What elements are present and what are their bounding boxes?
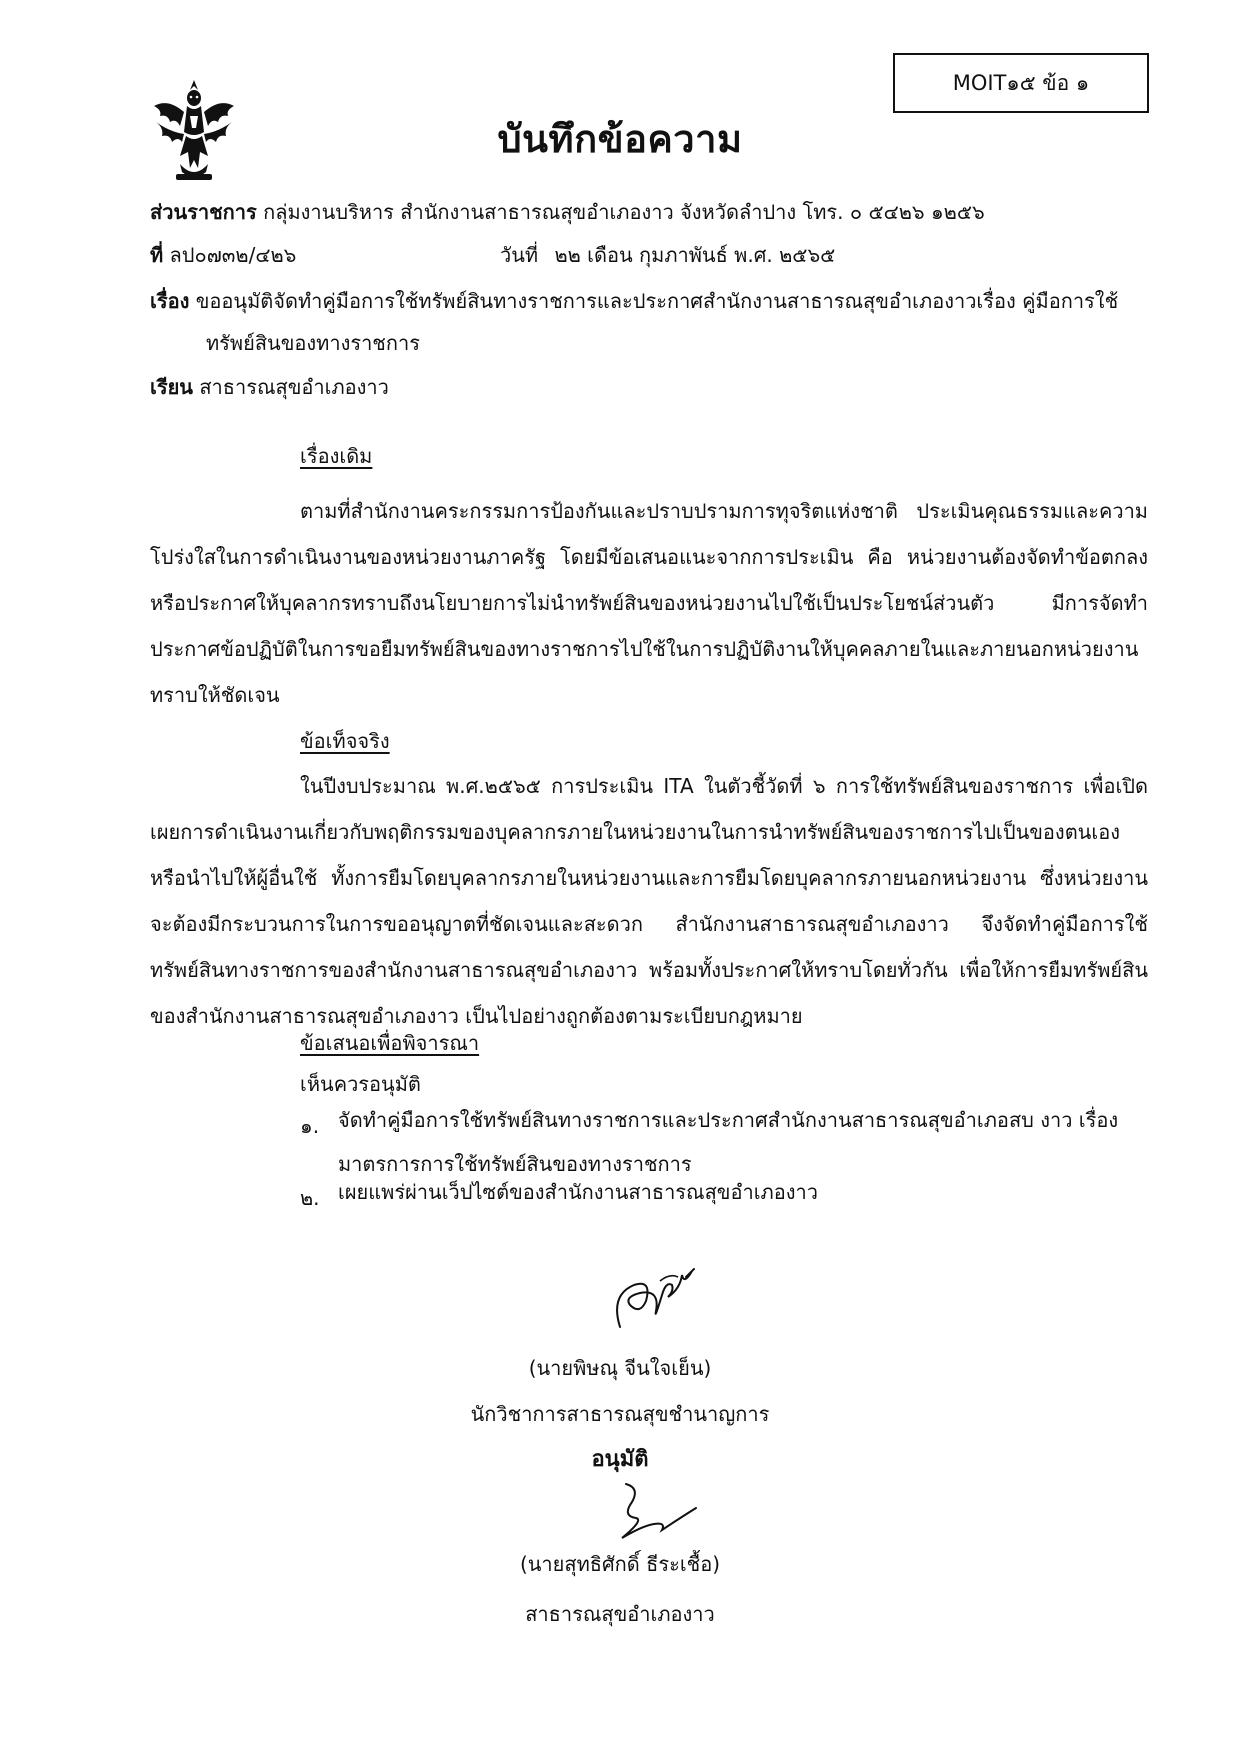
- signature-2: [592, 1478, 702, 1548]
- to-line: [150, 371, 389, 403]
- subject-label: เรื่อง: [150, 289, 190, 313]
- proposal-item-1-line1: จัดทำคู่มือการใช้ทรัพย์สินทางราชการและประกาศสำนักงานสาธารณสุขอำเภอสบ งาว เรื่อง: [338, 1108, 1119, 1132]
- proposal-heading: ข้อเสนอเพื่อพิจารณา: [300, 1031, 480, 1055]
- approval-label: อนุมัติ: [591, 1447, 649, 1472]
- proposal-item-1-line2: มาตรการการใช้ทรัพย์สินของทางราชการ: [338, 1152, 692, 1176]
- to-value: สาธารณสุขอำเภองาว: [199, 375, 389, 399]
- proposal-item-2-number: ๒.: [300, 1186, 320, 1210]
- signer-1-name: (นายพิษณุ จีนใจเย็น): [528, 1356, 712, 1380]
- ref-line: [150, 239, 296, 271]
- subject-line: [150, 285, 1118, 317]
- ref-label: ที่: [150, 243, 164, 267]
- agency-line: [150, 196, 985, 228]
- facts-paragraph: ในปีงบประมาณ พ.ศ.๒๕๖๕ การประเมิน ITA ในตัวชี้วัดที่ ๖ การใช้ทรัพย์สินของราชการ เพื่อเปิดเผยการดำเนินงานเกี่ยวกับพฤติกรรมของบุคลากรภายในหน่วยงานในการนำทรัพย์สินของราชการไปเป็นของตนเองหรือนำไปให้ผู้อื่นใช้ ทั้งการยืมโดยบุคลากรภายในหน่วยงานและการยืมโดยบุคลากรภายนอกหน่วยงาน ซึ่งหน่วยงานจะต้องมีกระบวนการในการขออนุญาตที่ชัดเจนและสะดวก สำนักงานสาธารณสุขอำเภองาว จึงจัดทำคู่มือการใช้ทรัพย์สินทางราชการของสำนักงานสาธารณสุขอำเภองาว พร้อมทั้งประกาศให้ทราบโดยทั่วกัน เพื่อให้การยืมทรัพย์สินของสำนักงานสาธารณสุขอำเภองาว เป็นไปอย่างถูกต้องตามระเบียบกฎหมาย: [150, 774, 1148, 1028]
- doc-code: MOIT๑๕ ข้อ ๑: [952, 70, 1090, 95]
- agency-value: กลุ่มงานบริหาร สำนักงานสาธารณสุขอำเภองาว จังหวัดลำปาง โทร. ๐ ๕๔๒๖ ๑๒๕๖: [263, 200, 985, 224]
- background-heading: เรื่องเดิม: [300, 444, 373, 468]
- date-line: [500, 239, 835, 271]
- subject-line1: ขออนุมัติจัดทำคู่มือการใช้ทรัพย์สินทางราชการและประกาศสำนักงานสาธารณสุขอำเภองาวเรื่อง คู่มือการใช้: [195, 289, 1119, 313]
- signature-1: [600, 1255, 710, 1335]
- proposal-item-2: [338, 1170, 1148, 1214]
- doc-code-box: [893, 53, 1149, 113]
- date-label: วันที่: [500, 243, 539, 267]
- facts-heading: ข้อเท็จจริง: [300, 729, 390, 753]
- to-label: เรียน: [150, 375, 193, 399]
- signer-2-name: (นายสุทธิศักดิ์ ธีระเชื้อ): [519, 1552, 721, 1576]
- proposal-intro: เห็นควรอนุมัติ: [300, 1072, 421, 1096]
- signer-2-position: สาธารณสุขอำเภองาว: [525, 1602, 715, 1626]
- ref-value: ลป๐๗๓๒/๔๒๖: [169, 243, 297, 267]
- proposal-item-2-line1: เผยแพร่ผ่านเว็ปไซต์ของสำนักงานสาธารณสุขอำเภองาว: [338, 1180, 818, 1204]
- agency-label: ส่วนราชการ: [150, 200, 257, 224]
- date-value: ๒๒ เดือน กุมภาพันธ์ พ.ศ. ๒๕๖๕: [554, 243, 836, 267]
- subject-line2: ทรัพย์สินของทางราชการ: [206, 331, 420, 355]
- background-paragraph: ตามที่สำนักงานคระกรรมการป้องกันและปราบปรามการทุจริตแห่งชาติ ประเมินคุณธรรมและความโปร่งใสในการดำเนินงานของหน่วยงานภาครัฐ โดยมีข้อเสนอแนะจากการประเมิน คือ หน่วยงานต้องจัดทำข้อตกลงหรือประกาศให้บุคลากรทราบถึงนโยบายการไม่นำทรัพย์สินของหน่วยงานไปใช้เป็นประโยชน์ส่วนตัว มีการจัดทำประกาศข้อปฏิบัติในการขอยืมทรัพย์สินของทางราชการไปใช้ในการปฏิบัติงานให้บุคคลภายในและภายนอกหน่วยงานทราบให้ชัดเจน: [150, 499, 1148, 707]
- proposal-item-1-number: ๑.: [300, 1114, 320, 1138]
- signer-1-position: นักวิชาการสาธารณสุขชำนาญการ: [470, 1402, 770, 1426]
- memo-title: บันทึกข้อความ: [497, 117, 743, 161]
